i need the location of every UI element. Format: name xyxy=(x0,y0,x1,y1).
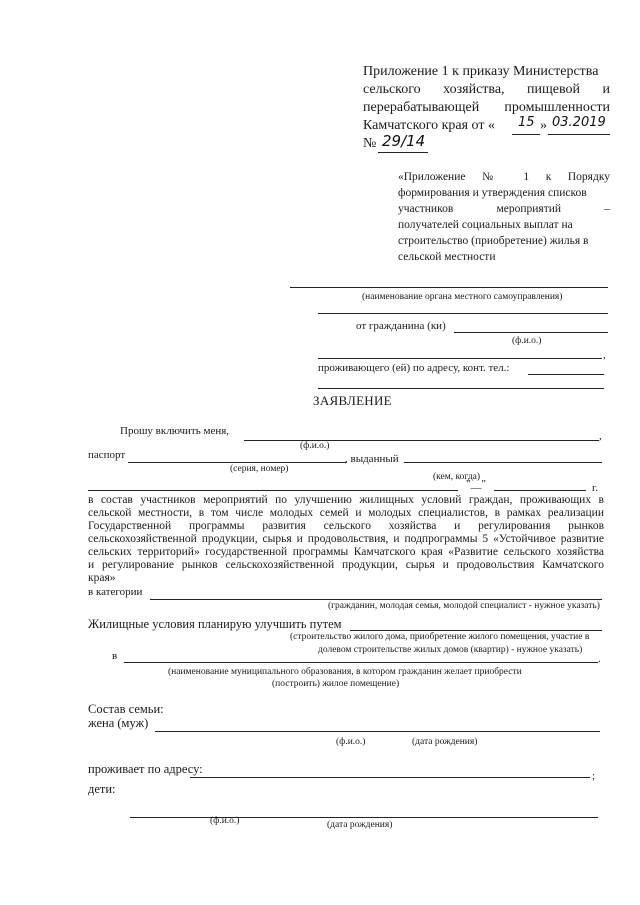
order-date-day: 15 xyxy=(518,115,535,130)
annex-line-5: строительство (приобретение) жилья в xyxy=(398,235,589,247)
spouse-field[interactable] xyxy=(155,731,600,732)
improve-label: Жилищные условия планирую улучшить путем xyxy=(88,617,342,631)
passport-label: паспорт xyxy=(88,449,126,461)
child-fio-caption: (ф.и.о.) xyxy=(210,816,240,826)
passport-number-field[interactable] xyxy=(128,462,346,463)
order-date-rest: 03.2019 xyxy=(552,115,606,130)
family-heading: Состав семьи: xyxy=(88,702,164,716)
annex-line-3: участников мероприятий – xyxy=(398,203,610,215)
children-label: дети: xyxy=(88,782,116,796)
residing-label: проживающего (ей) по адресу, конт. тел.: xyxy=(318,362,510,374)
annex-line-1: «Приложение № 1 к Порядку xyxy=(398,171,610,183)
header-line-2: сельского хозяйства, пищевой и xyxy=(363,82,610,97)
spouse-birth-caption: (дата рождения) xyxy=(412,737,478,747)
category-label: в категории xyxy=(88,586,143,598)
children-field[interactable] xyxy=(130,817,598,818)
header-line-4: Камчатского края от « xyxy=(363,118,495,133)
issuer-caption: (кем, когда) xyxy=(433,472,481,482)
spouse-label: жена (муж) xyxy=(88,716,149,730)
order-number-prefix: № xyxy=(363,136,377,151)
series-caption: (серия, номер) xyxy=(230,464,289,474)
from-citizen-label: от гражданина (ки) xyxy=(356,320,446,332)
municipality-field[interactable] xyxy=(124,662,598,663)
header-line-3: перерабатывающей промышленности xyxy=(363,100,610,115)
passport-issuer-field[interactable] xyxy=(404,462,602,463)
applicant-fio-caption: (ф.и.о.) xyxy=(512,336,542,346)
request-fio-field[interactable] xyxy=(244,440,599,441)
spouse-fio-caption: (ф.и.о.) xyxy=(336,737,366,747)
municipality-caption-1: (наименование муниципального образования, в котором гражданин желает приобрести xyxy=(168,667,522,677)
request-label: Прошу включить меня, xyxy=(120,425,230,437)
issue-date-field[interactable] xyxy=(494,490,586,491)
municipality-caption-2: (построить) жилое помещение) xyxy=(272,679,400,689)
annex-line-2: формирования и утверждения списков xyxy=(398,187,587,199)
improve-field[interactable] xyxy=(350,630,602,631)
org-name-field[interactable] xyxy=(290,287,608,288)
category-caption: (гражданин, молодая семья, молодой специалист - нужное указать) xyxy=(328,601,600,611)
child-birth-caption: (дата рождения) xyxy=(327,820,393,830)
category-field[interactable] xyxy=(150,599,602,600)
org-name-caption: (наименование органа местного самоуправления) xyxy=(362,292,563,302)
applicant-line-1[interactable] xyxy=(318,313,608,314)
spouse-address-label: проживает по адресу: xyxy=(88,762,203,776)
spouse-address-field[interactable] xyxy=(190,777,590,778)
improve-caption-2: долевом строительстве жилых домов (квартир) - нужное указать) xyxy=(318,645,583,655)
annex-line-4: получателей социальных выплат на xyxy=(398,219,573,231)
request-fio-caption: (ф.и.о.) xyxy=(300,441,330,451)
in-label: в xyxy=(112,650,118,662)
header-line-1: Приложение 1 к приказу Министерства xyxy=(363,64,599,79)
annex-line-6: сельской местности xyxy=(398,251,496,263)
improve-caption-1: (строительство жилого дома, приобретение жилого помещения, участие в xyxy=(290,632,590,642)
order-number: 29/14 xyxy=(382,132,426,150)
contact-field[interactable] xyxy=(528,374,604,375)
issued-label: , выданный xyxy=(345,453,399,465)
passport-issuer-field-2[interactable] xyxy=(88,490,458,491)
request-paragraph: в состав участников мероприятий по улучшению жилищных условий граждан, проживающих в сельской местности, в том числе молодых семей и молодых специалистов, в рамках реализации Государственной программы развития сельского хозяйства и регулирования рынков сельскохозяйственной продукции, сырья и продовольствия, и подпрограммы 5 «Устойчивое развитие сельских территорий» государственной программы Камчатского края «Развитие сельского хозяйства и регулирование рынков сельскохозяйственной продукции, сырья и продовольствия Камчатского края» xyxy=(88,494,604,584)
applicant-fio-field[interactable] xyxy=(454,332,608,333)
address-field[interactable] xyxy=(318,388,604,389)
applicant-line-2[interactable] xyxy=(318,358,602,359)
document-page: Приложение 1 к приказу Министерства сельского хозяйства, пищевой и перерабатывающей промышленности Камчатского края от « 15 » 03.2019 № 29/14 «Приложение № 1 к Порядку формирования и утверждения списков участников мероприятий – получателей социальных выплат на строительство (приобретение) жилья в сельской местности (наименование органа местного самоуправления) от гражданина (ки) (ф.и.о.) , проживающего (ей) по адресу, конт. тел.: ЗАЯВЛЕНИЕ Прошу включить меня, , (ф.и.о.) паспорт , выданный (серия, номер) (кем, когда) "__" г. в состав участников мероприятий по улучшению жилищных условий граждан, проживающих в сельской местности, в том числе молодых семей и молодых специалистов, в рамках реализации Государственной программы развития сельского хозяйства и регулирования рынков сельскохозяйственной продукции, сырья и продовольствия, и подпрограммы 5 «Устойчивое развитие сельских территорий» государственной программы Камчатского края «Развитие сельского хозяйства и регулирование рынков сельскохозяйственной продукции, сырья и продовольствия Камчатского края» в категории (гражданин, молодая семья, молодой специалист - нужное указать) Жилищные условия планирую улучшить путем (строительство жилого дома, приобретение жилого помещения, участие в долевом строительстве жилых домов (квартир) - нужное указать) в . (наименование муниципального образования, в котором гражданин желает приобрести (построить) жилое помещение) Состав семьи: жена (муж) (ф.и.о.) (дата рождения) проживает по адресу: ; дети: (ф.и.о.) (дата рождения) xyxy=(88,64,610,830)
document-title: ЗАЯВЛЕНИЕ xyxy=(313,393,392,408)
